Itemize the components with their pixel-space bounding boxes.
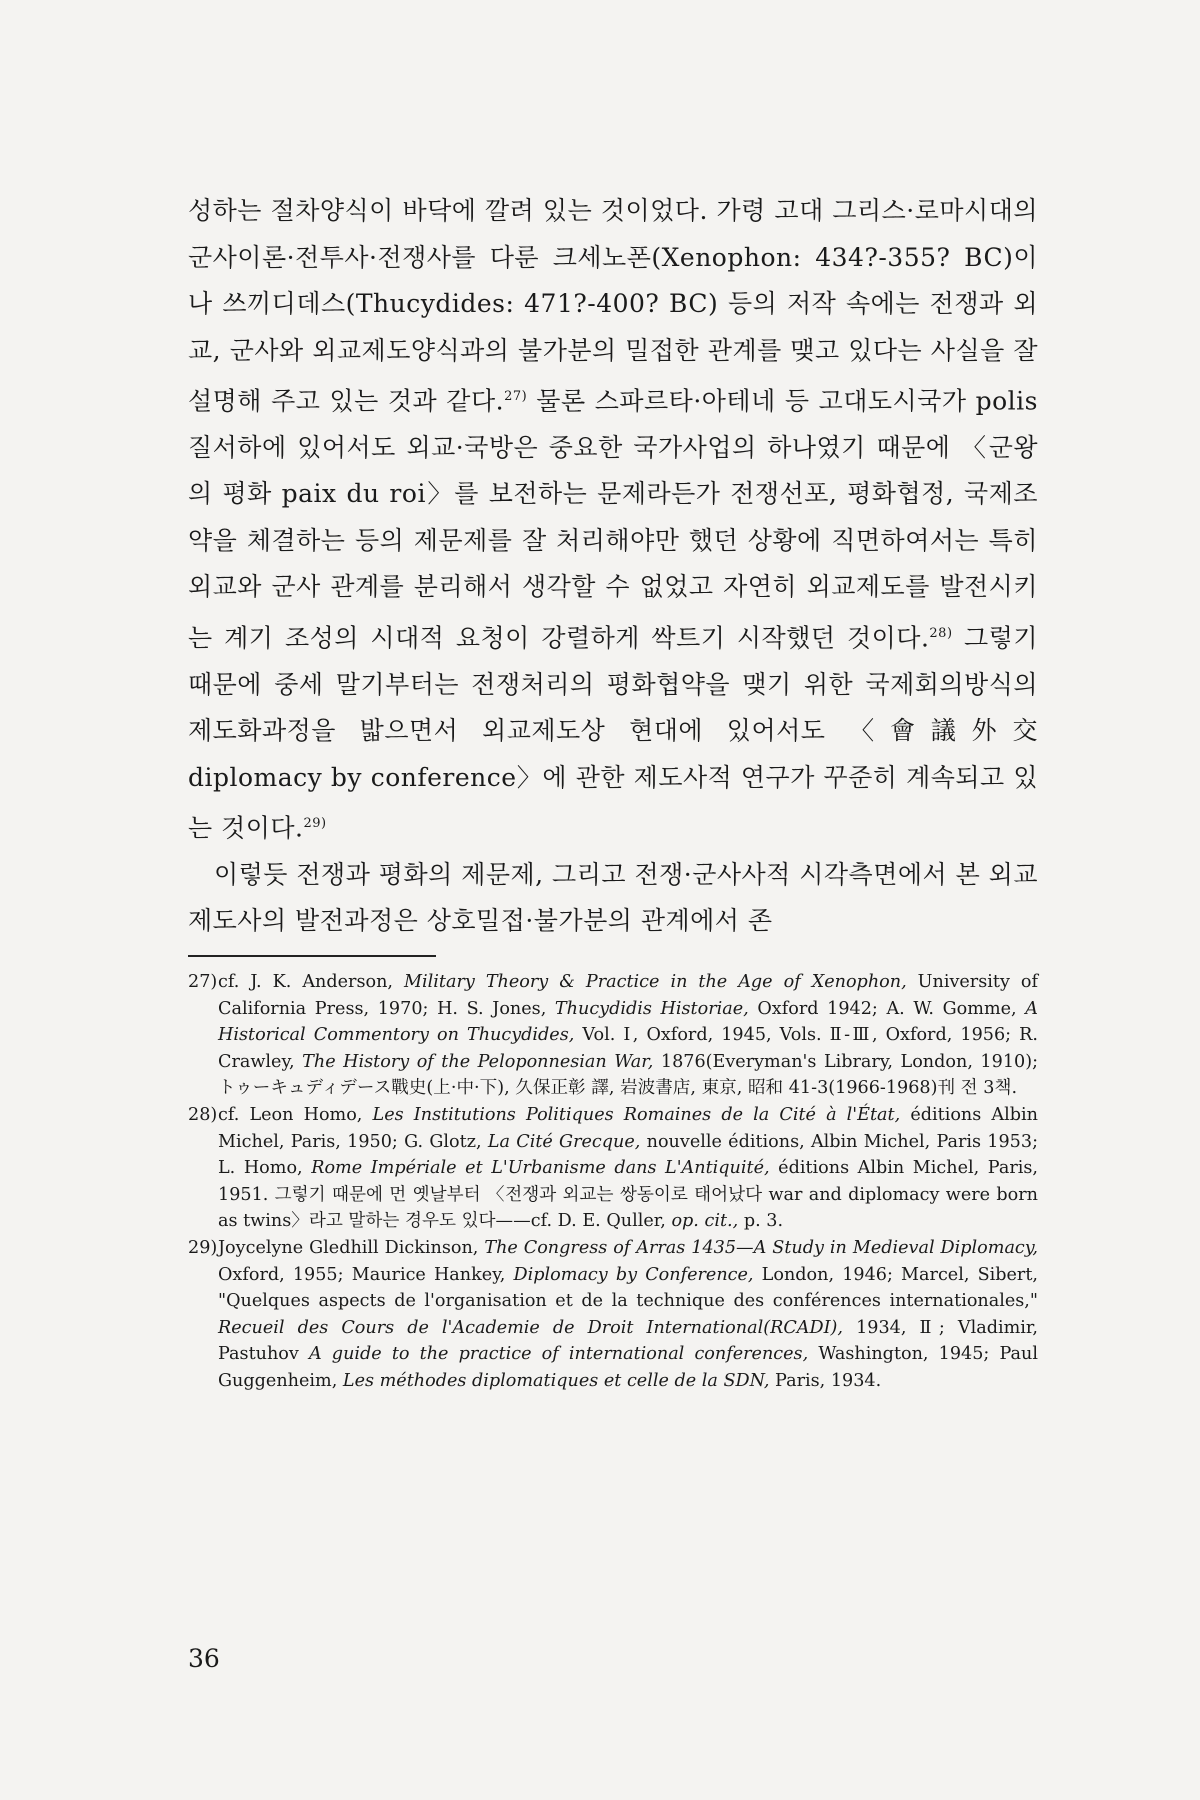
paragraph-text: 이렇듯 전쟁과 평화의 제문제, 그리고 전쟁·군사사적 시각측면에서 본 외교제도사의 발전과정은 상호밀접·불가분의 관계에서 존 xyxy=(188,859,1038,936)
footnote-title: Rome Impériale et L'Urbanisme dans L'Antiquité, xyxy=(311,1158,770,1179)
footnote-title: op. cit., xyxy=(671,1211,739,1232)
footnote-text: Paris, 1934. xyxy=(769,1370,882,1391)
paragraph-text: 그렇기 때문에 중세 말기부터는 전쟁처리의 평화협약을 맺기 위한 국제회의방식의 제도화과정을 밟으면서 외교제도상 현대에 있어서도 〈會議外交 diplomacy by conference〉에 관한 제도사적 연구가 꾸준히 계속되고 있는 것이다. xyxy=(188,623,1038,843)
page-content xyxy=(188,188,1038,1394)
footnote-title: Military Theory & Practice in the Age of Xenophon, xyxy=(404,971,907,992)
footnote-text: 1876(Everyman's Library, London, 1910); トゥーキュディデース戰史(上·中·下), 久保正彰 譯, 岩波書店, 東京, 昭和 41-3(1966-1968)刊 전 3책. xyxy=(218,1051,1038,1099)
footnote-27 xyxy=(188,969,1038,1102)
footnote-title: Thucydidis Historiae, xyxy=(554,998,749,1019)
footnote-text: éditions Albin Michel, Paris, 1951. 그렇기 때문에 먼 옛날부터 〈전쟁과 외교는 쌍동이로 태어났다 war and diplomacy were born as twins〉라고 말하는 경우도 있다——cf. D. E. Quller, xyxy=(218,1158,1039,1232)
footnote-title: A Historical Commentory on Thucydides, xyxy=(218,998,1038,1046)
footnote-number: 29) xyxy=(188,1237,218,1258)
footnote-title: Les méthodes diplomatiques et celle de la SDN, xyxy=(342,1370,770,1391)
footnote-title: La Cité Grecque, xyxy=(487,1131,641,1152)
footnote-title: The Congress of Arras 1435—A Study in Medieval Diplomacy, xyxy=(484,1237,1038,1258)
footnote-29 xyxy=(188,1235,1038,1395)
footnote-number: 27) xyxy=(188,971,218,992)
footnote-text: cf. J. K. Anderson, xyxy=(218,971,405,992)
footnote-ref-28[interactable]: 28) xyxy=(929,625,953,641)
paragraph-text: 성하는 절차양식이 바닥에 깔려 있는 것이었다. 가령 고대 그리스·로마시대의 군사이론·전투사·전쟁사를 다룬 크세노폰(Xenophon: 434?-355? BC)이나 쓰끼디데스(Thucydides: 471?-400? BC) 등의 저작 속에는 전쟁과 외교, 군사와 외교제도양식과의 불가분의 밀접한 관계를 맺고 있다는 사실을 잘 설명해 주고 있는 것과 같다. xyxy=(188,196,1038,416)
footnote-text: p. 3. xyxy=(738,1211,784,1232)
footnote-text: Oxford 1942; A. W. Gomme, xyxy=(748,998,1026,1019)
footnote-title: Recueil des Cours de l'Academie de Droit International(RCADI), xyxy=(218,1317,844,1338)
footnote-title: Les Institutions Politiques Romaines de la Cité à l'État, xyxy=(372,1104,901,1125)
body-text xyxy=(188,188,1038,945)
footnotes xyxy=(188,969,1038,1395)
footnote-text: 1934, Ⅱ; Vladimir, Pastuhov xyxy=(218,1317,1038,1365)
footnote-number: 28) xyxy=(188,1104,218,1125)
footnote-title: A guide to the practice of international conferences, xyxy=(308,1344,809,1365)
footnote-text: nouvelle éditions, Albin Michel, Paris 1953; L. Homo, xyxy=(218,1131,1038,1179)
page-number: 36 xyxy=(188,1644,220,1673)
footnote-text: Oxford, 1955; Maurice Hankey, xyxy=(218,1264,514,1285)
paragraph-text: 물론 스파르타·아테네 등 고대도시국가 polis 질서하에 있어서도 외교·국방은 중요한 국가사업의 하나였기 때문에 〈군왕의 평화 paix du roi〉를 보전하는 문제라든가 전쟁선포, 평화협정, 국제조약을 체결하는 등의 제문제를 잘 처리해야만 했던 상황에 직면하여서는 특히 외교와 군사 관계를 분리해서 생각할 수 없었고 자연히 외교제도를 발전시키는 계기 조성의 시대적 요청이 강렬하게 싹트기 시작했던 것이다. xyxy=(188,386,1038,653)
footnote-text: Vol. Ⅰ, Oxford, 1945, Vols. Ⅱ-Ⅲ, Oxford, 1956; R. Crawley, xyxy=(218,1025,1038,1072)
footnote-text: University of California Press, 1970; H. S. Jones, xyxy=(218,971,1038,1019)
footnote-divider xyxy=(188,955,436,957)
footnote-title: Diplomacy by Conference, xyxy=(513,1264,754,1285)
footnote-text: Washington, 1945; Paul Guggenheim, xyxy=(218,1344,1038,1391)
footnote-ref-29[interactable]: 29) xyxy=(303,816,327,832)
footnote-text: éditions Albin Michel, Paris, 1950; G. Glotz, xyxy=(218,1104,1038,1152)
footnote-title: The History of the Peloponnesian War, xyxy=(302,1051,654,1072)
footnote-28 xyxy=(188,1102,1038,1235)
footnote-text: London, 1946; Marcel, Sibert, "Quelques aspects de l'organisation et de la technique des conférences internationales," xyxy=(218,1264,1038,1312)
footnote-text: Joycelyne Gledhill Dickinson, xyxy=(218,1237,485,1258)
body-paragraph-2 xyxy=(188,852,1038,945)
footnote-ref-27[interactable]: 27) xyxy=(504,389,528,404)
footnote-text: cf. Leon Homo, xyxy=(218,1104,373,1125)
body-paragraph-1 xyxy=(188,188,1038,852)
